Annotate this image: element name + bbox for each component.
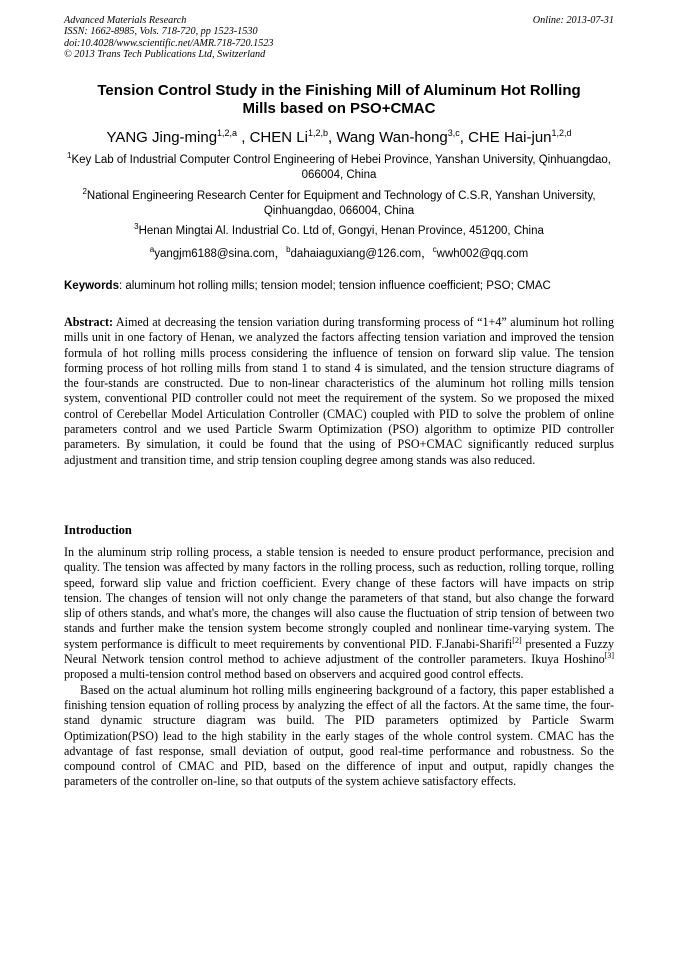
affiliation-sup: 3 <box>134 222 139 231</box>
keywords <box>64 279 638 294</box>
email-sup: c <box>432 245 437 254</box>
doi-line: doi:10.4028/www.scientific.net/AMR.718-720.1523 <box>64 37 274 49</box>
title-line-2: Mills based on PSO+CMAC <box>242 100 436 117</box>
affiliation-text: Henan Mingtai Al. Industrial Co. Ltd of, Gongyi, Henan Province, 451200, China <box>138 224 544 237</box>
affiliation-2 <box>64 184 614 220</box>
citation-2: [2] <box>512 635 522 645</box>
email-address: dahaiaguxiang@126.com <box>290 247 422 260</box>
affiliation-3 <box>64 219 614 239</box>
affiliation-sup: 2 <box>82 187 87 196</box>
author-sup: 1,2,a <box>217 128 238 138</box>
online-date: Online: 2013-07-31 <box>532 15 614 26</box>
email-address: wwh002@qq.com <box>436 247 529 260</box>
email-sup: b <box>286 245 291 254</box>
affiliation-text: Key Lab of Industrial Computer Control Engineering of Hebei Province, Yanshan University, Qinhuangdao, 066004, China <box>71 153 611 182</box>
issn-line: ISSN: 1662-8985, Vols. 718-720, pp 1523-1530 <box>64 26 258 38</box>
abstract-text: Aimed at decreasing the tension variation during transforming process of “1+4” aluminum hot rolling mills unit in one factory of Henan, we analyzed the factors affecting tension variation and improved the tension formula of hot rolling mills process considering the influence of tension on forward slip value. The tension forming process of hot rolling mills from stand 1 to stand 4 is simulated, and the tension structure diagrams of the four-stands are constructed. Due to non-linear characteristics of the aluminum hot rolling mills tension system, conventional PID controller could not meet the requirement of the system. So we proposed the mixed control of Cerebellar Model Articulation Controller (CMAC) coupled with PID to solve the problem of online parameters control and we used Particle Swarm Optimization (PSO) algorithm to optimize PID controller parameters. By simulation, it could be found that the using of PSO+CMAC significantly reduced surplus adjustment and transition time, and strip tension coupling degree among stands was also reduced. <box>64 315 614 467</box>
email-sep: ， <box>274 247 287 260</box>
citation-3: [3] <box>604 651 614 661</box>
abstract <box>64 315 614 468</box>
author-sep: , <box>237 129 250 146</box>
intro-p1-text: presented a Fuzzy Neural Network tension control method to achieve adjustment of the controller parameters. Ikuya Hoshino <box>64 636 614 667</box>
email-sup: a <box>149 245 155 254</box>
abstract-label: Abstract: <box>64 315 114 329</box>
journal-name: Advanced Materials Research <box>64 15 187 26</box>
paper-title <box>64 82 614 118</box>
journal-header <box>64 15 614 61</box>
author-sep: , <box>327 129 337 146</box>
section-heading-introduction: Introduction <box>64 523 132 537</box>
author-name: YANG Jing-ming <box>106 129 218 146</box>
author-sup: 1,2,b <box>307 128 328 138</box>
intro-p1-text: In the aluminum strip rolling process, a stable tension is needed to ensure product performance, precision and quality. The tension was affected by many factors in the rolling process, such as reduction, rolling torque, rolling speed, forward slip value and friction coefficient. Every change of these factors will have impacts on strip tension. The changes of tension will not only change the parameters of that stand, but also change the forward slip of others stands, and what's more, the changes will also cause the fluctuation of strip tension of between two stands and further make the tension system become strongly coupled and nonlinear time-varying system. The system performance is difficult to meet requirements by conventional PID. F.Janabi-Sharifi <box>64 545 614 651</box>
email-sep: ， <box>421 247 433 260</box>
author-sep: , <box>459 129 469 146</box>
author-sup: 1,2,d <box>551 128 572 138</box>
intro-paragraph-1 <box>64 545 614 683</box>
intro-p1-text: proposed a multi-tension control method based on observers and acquired good control effects. <box>64 667 524 682</box>
email-address: yangjm6188@sina.com <box>154 247 275 260</box>
title-line-1: Tension Control Study in the Finishing Mill of Aluminum Hot Rolling <box>97 82 581 99</box>
intro-paragraph-2: Based on the actual aluminum hot rolling mills engineering background of a factory, this paper established a finishing tension equation of rolling process by analyzing the effect of all the factors. At the same time, the four-stand dynamic structure diagram was build. The PID parameters optimized by Particle Swarm Optimization(PSO) lead to the high stability in the early stages of the whole control system. CMAC has the advantage of fast response, small deviation of output, good real-time performance and robustness. So the compound control of CMAC and PID, based on the difference of input and output, rapidly changes the parameters of the controller on-line, so that outputs of the system achieve satisfactory effects. <box>64 682 614 789</box>
author-name: Wang Wan-hong <box>336 129 448 146</box>
author-list <box>40 124 638 147</box>
author-name: CHE Hai-jun <box>468 129 552 146</box>
introduction-body <box>64 545 614 790</box>
email-line <box>64 242 614 262</box>
affiliation-text: National Engineering Research Center for Equipment and Technology of C.S.R, Yanshan University, Qinhuangdao, 066004, China <box>86 189 596 218</box>
author-name: CHEN Li <box>249 129 308 146</box>
keywords-text: : aluminum hot rolling mills; tension model; tension influence coefficient; PSO; CMAC <box>118 280 551 292</box>
affiliation-sup: 1 <box>67 151 72 160</box>
keywords-label: Keywords <box>64 280 119 292</box>
affiliation-1 <box>64 148 614 184</box>
author-sup: 3,c <box>447 128 460 138</box>
copyright-line: © 2013 Trans Tech Publications Ltd, Switzerland <box>64 49 266 61</box>
